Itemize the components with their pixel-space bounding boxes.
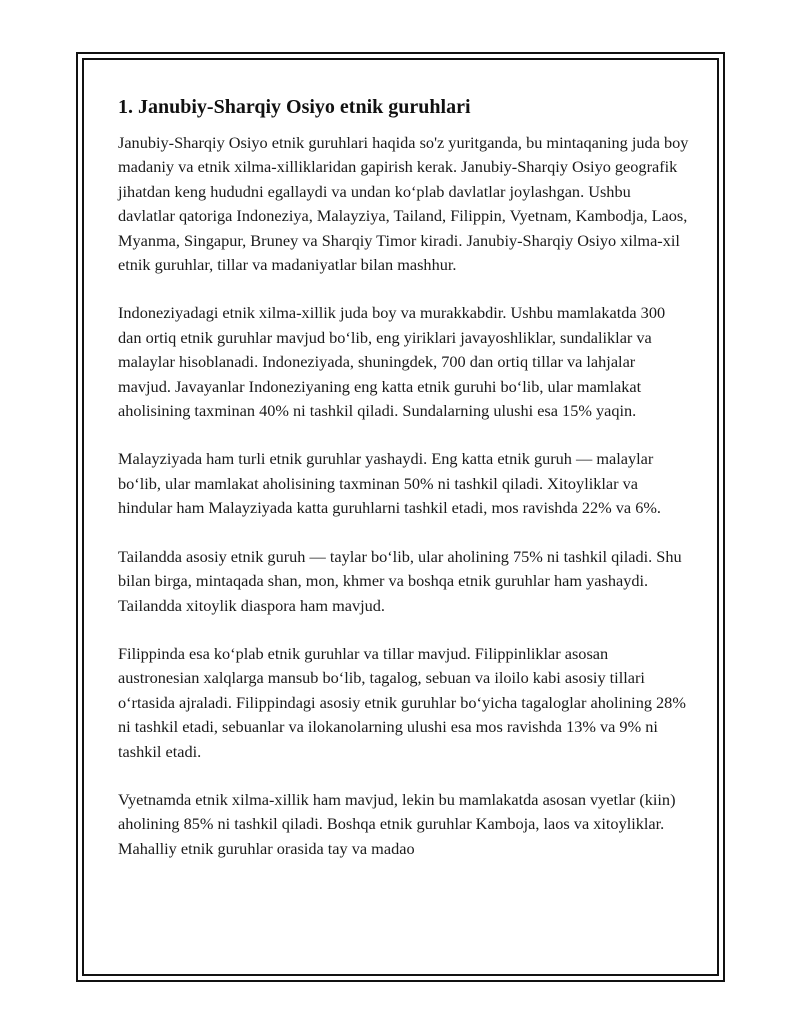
paragraph-intro: Janubiy-Sharqiy Osiyo etnik guruhlari haqida so'z yuritganda, bu mintaqaning juda boy madaniy va etnik xilma-xilliklaridan gapirish kerak. Janubiy-Sharqiy Osiyo geografik jihatdan keng hududni egallaydi va undan koʻplab davlatlar joylashgan. Ushbu davlatlar qatoriga Indoneziya, Malayziya, Tailand, Filippin, Vyetnam, Kambodja, Laos, Myanma, Singapur, Bruney va Sharqiy Timor kiradi. Janubiy-Sharqiy Osiyo xilma-xil etnik guruhlar, tillar va madaniyatlar bilan mashhur. — [118, 133, 689, 275]
paragraph-vietnam: Vyetnamda etnik xilma-xillik ham mavjud, lekin bu mamlakatda asosan vyetlar (kiin) aholining 85% ni tashkil qiladi. Boshqa etnik guruhlar Kamboja, laos va xitoyliklar. Mahalliy etnik guruhlar orasida tay va madao — [118, 789, 676, 858]
paragraph-thailand: Tailandda asosiy etnik guruh — taylar boʻlib, ular aholining 75% ni tashkil qiladi. Shu bilan birga, mintaqada shan, mon, khmer va boshqa etnik guruhlar ham yashaydi. Tailandda xitoylik diaspora ham mavjud. — [118, 546, 682, 615]
document-body — [118, 93, 690, 885]
paragraph-philippines: Filippinda esa koʻplab etnik guruhlar va tillar mavjud. Filippinliklar asosan austronesian xalqlarga mansub boʻlib, tagalog, sebuan va iloilo kabi asosiy tillari oʻrtasida ajraladi. Filippindagi asosiy etnik guruhlar boʻyicha tagaloglar aholining 28% ni tashkil etadi, sebuanlar va ilokanolarning ulushi esa mos ravishda 13% va 9% ni tashkil etadi. — [118, 643, 686, 761]
section-heading: 1. Janubiy-Sharqiy Osiyo etnik guruhlari — [118, 96, 471, 118]
paragraph-indonesia: Indoneziyadagi etnik xilma-xillik juda boy va murakkabdir. Ushbu mamlakatda 300 dan ortiq etnik guruhlar mavjud boʻlib, eng yiriklari javayoshliklar, sundaliklar va malaylar hisoblanadi. Indoneziyada, shuningdek, 700 dan ortiq tillar va lahjalar mavjud. Javayanlar Indoneziyaning eng katta etnik guruhi boʻlib, ular mamlakat aholisining taxminan 40% ni tashkil qiladi. Sundalarning ulushi esa 15% yaqin. — [118, 303, 666, 421]
paragraph-malaysia: Malayziyada ham turli etnik guruhlar yashaydi. Eng katta etnik guruh — malaylar boʻlib, ular mamlakat aholisining taxminan 50% ni tashkil qiladi. Xitoyliklar va hindular ham Malayziyada katta guruhlarni tashkil etadi, mos ravishda 22% va 6%. — [118, 449, 662, 518]
